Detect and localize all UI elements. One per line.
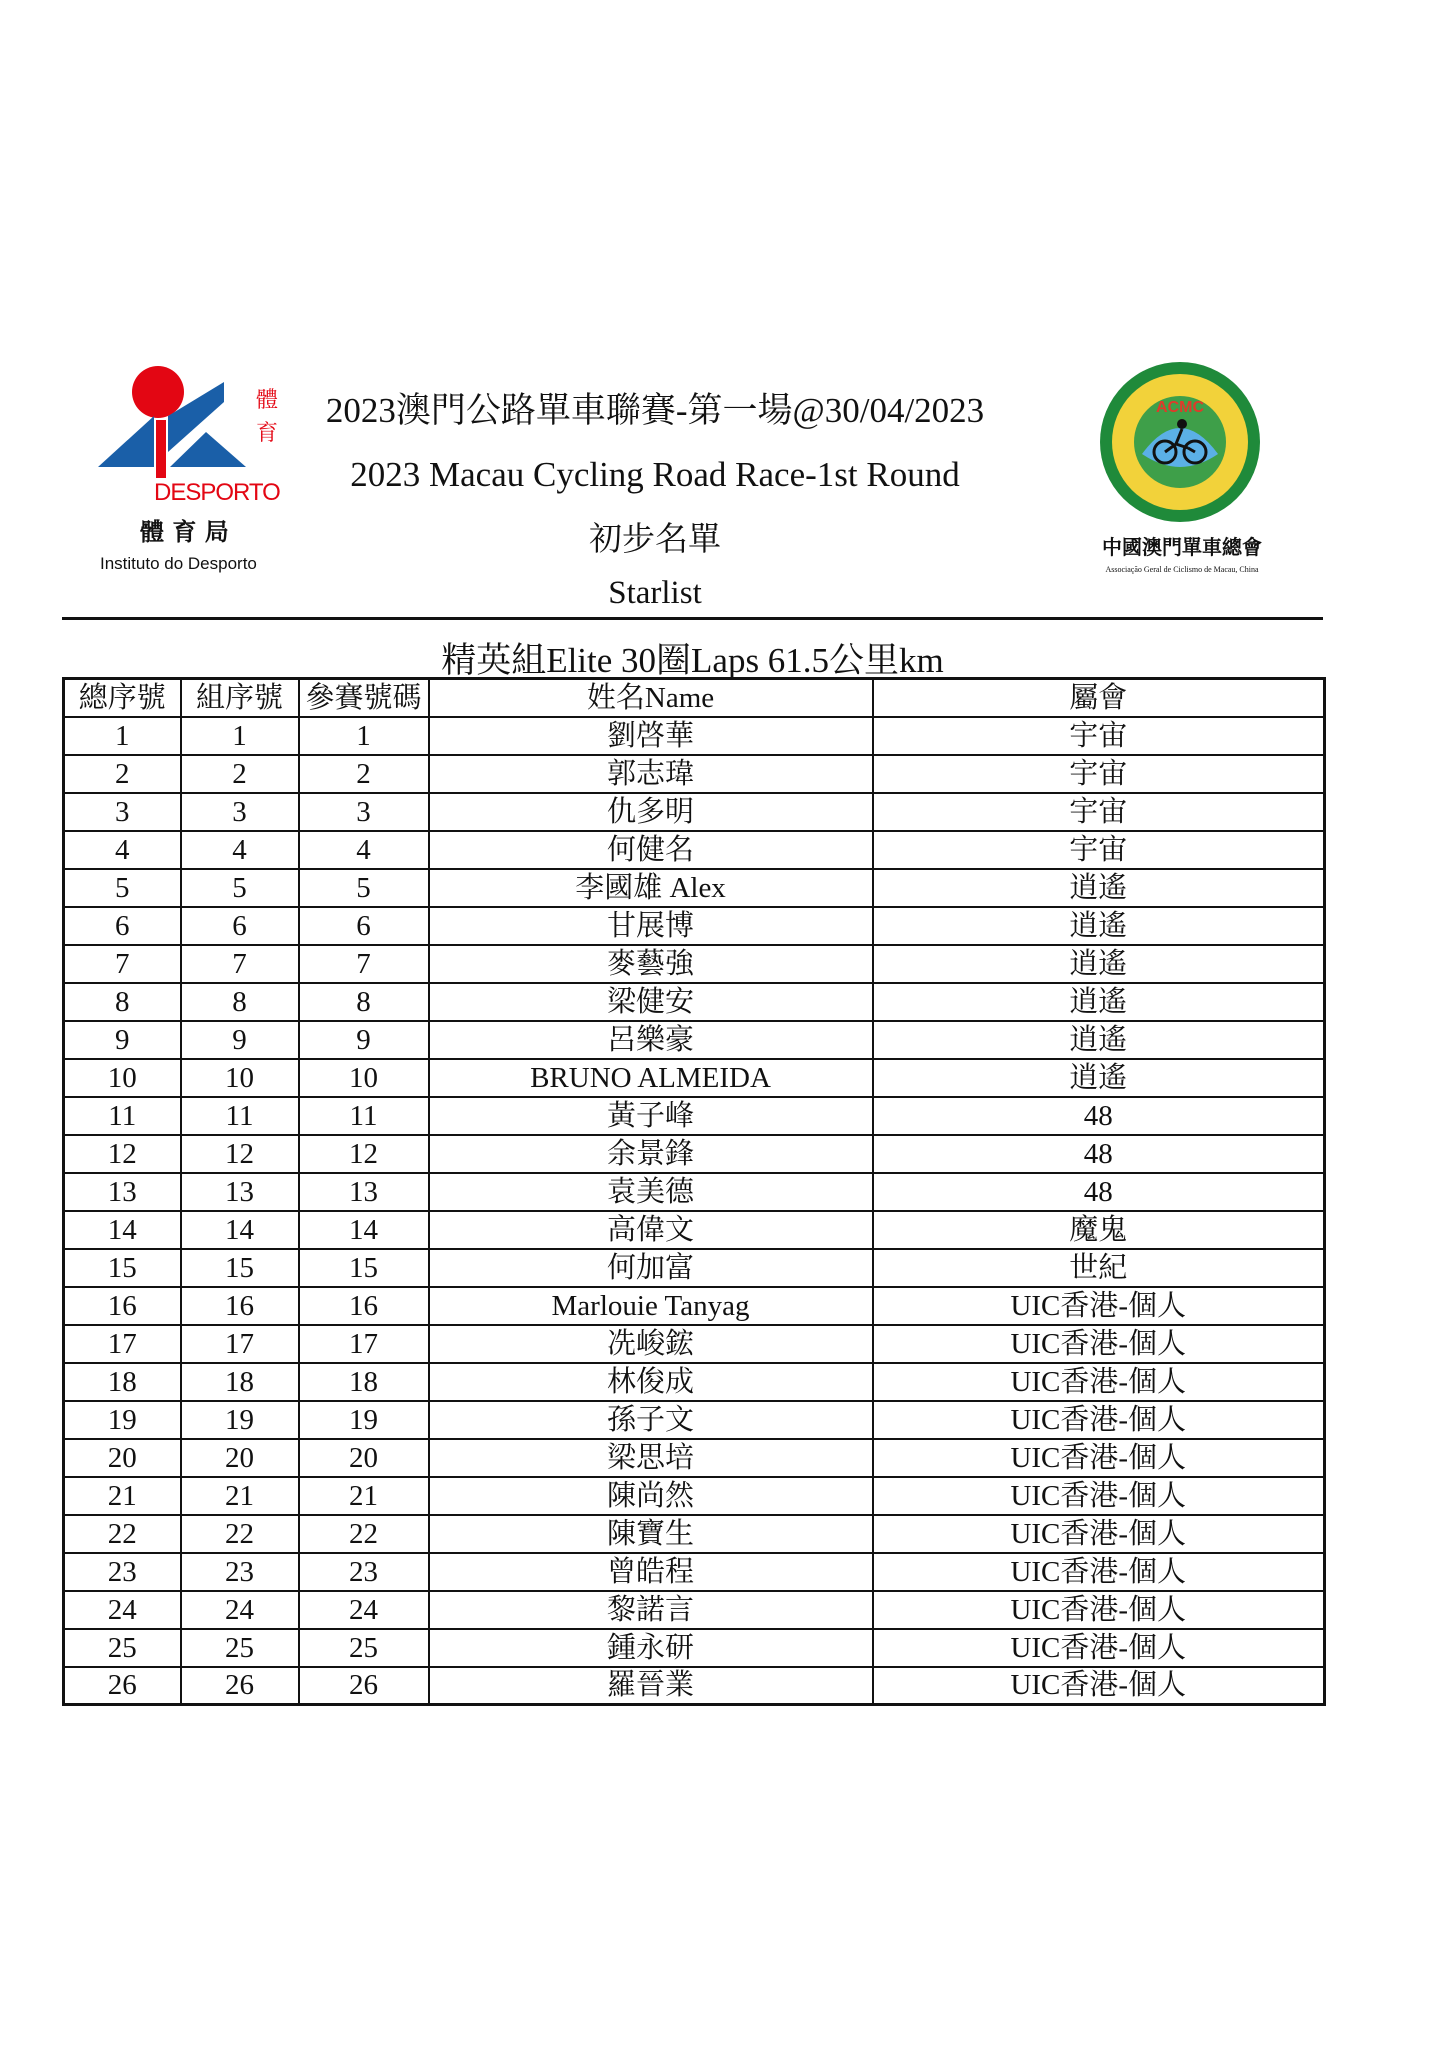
- club-cell: 魔鬼: [873, 1211, 1325, 1249]
- overall-no-cell: 1: [64, 717, 181, 755]
- preliminary-list-title-zh: 初步名單: [589, 522, 721, 558]
- table-row: [64, 1439, 1325, 1477]
- name-cell: 鍾永研: [429, 1629, 873, 1667]
- overall-no-cell: 17: [64, 1325, 181, 1363]
- group-no-cell: 2: [181, 755, 299, 793]
- group-no-cell: 3: [181, 793, 299, 831]
- table-row: [64, 1135, 1325, 1173]
- category-title: 精英組Elite 30圈Laps 61.5公里km: [441, 641, 944, 680]
- club-cell: UIC香港-個人: [873, 1553, 1325, 1591]
- name-cell: 李國雄 Alex: [429, 869, 873, 907]
- name-cell: 呂樂豪: [429, 1021, 873, 1059]
- overall-no-cell: 14: [64, 1211, 181, 1249]
- table-row: [64, 1553, 1325, 1591]
- group-no-cell: 20: [181, 1439, 299, 1477]
- club-cell: 48: [873, 1173, 1325, 1211]
- name-cell: 甘展博: [429, 907, 873, 945]
- name-cell: 郭志瑋: [429, 755, 873, 793]
- table-row: [64, 1363, 1325, 1401]
- bib-no-cell: 15: [299, 1249, 429, 1287]
- acmc-name-pt: Associação Geral de Ciclismo de Macau, China: [1105, 565, 1259, 574]
- group-no-cell: 17: [181, 1325, 299, 1363]
- club-cell: 逍遙: [873, 869, 1325, 907]
- club-cell: 48: [873, 1097, 1325, 1135]
- name-cell: 何健名: [429, 831, 873, 869]
- club-cell: UIC香港-個人: [873, 1591, 1325, 1629]
- name-cell: 林俊成: [429, 1363, 873, 1401]
- logo-char-top: 體: [256, 388, 279, 413]
- club-cell: 逍遙: [873, 907, 1325, 945]
- group-no-cell: 10: [181, 1059, 299, 1097]
- column-header-name: 姓名Name: [429, 679, 873, 717]
- group-no-cell: 23: [181, 1553, 299, 1591]
- name-cell: 高偉文: [429, 1211, 873, 1249]
- name-cell: 劉啓華: [429, 717, 873, 755]
- name-cell: 仇多明: [429, 793, 873, 831]
- bib-no-cell: 19: [299, 1401, 429, 1439]
- group-no-cell: 13: [181, 1173, 299, 1211]
- group-no-cell: 25: [181, 1629, 299, 1667]
- bib-no-cell: 5: [299, 869, 429, 907]
- table-row: [64, 755, 1325, 793]
- bib-no-cell: 10: [299, 1059, 429, 1097]
- club-cell: UIC香港-個人: [873, 1477, 1325, 1515]
- table-header-row: [64, 679, 1325, 717]
- overall-no-cell: 6: [64, 907, 181, 945]
- overall-no-cell: 16: [64, 1287, 181, 1325]
- club-cell: 逍遙: [873, 1059, 1325, 1097]
- table-row: [64, 983, 1325, 1021]
- column-header-bib-no: 參賽號碼: [299, 679, 429, 717]
- overall-no-cell: 26: [64, 1667, 181, 1705]
- group-no-cell: 22: [181, 1515, 299, 1553]
- logo-red-sun: [132, 366, 184, 418]
- bib-no-cell: 1: [299, 717, 429, 755]
- table-row: [64, 1667, 1325, 1705]
- bib-no-cell: 13: [299, 1173, 429, 1211]
- overall-no-cell: 11: [64, 1097, 181, 1135]
- overall-no-cell: 23: [64, 1553, 181, 1591]
- column-header-overall-no: 總序號: [64, 679, 181, 717]
- club-cell: 48: [873, 1135, 1325, 1173]
- overall-no-cell: 15: [64, 1249, 181, 1287]
- bib-no-cell: 16: [299, 1287, 429, 1325]
- table-row: [64, 717, 1325, 755]
- overall-no-cell: 7: [64, 945, 181, 983]
- name-cell: 黎諾言: [429, 1591, 873, 1629]
- group-no-cell: 6: [181, 907, 299, 945]
- bib-no-cell: 12: [299, 1135, 429, 1173]
- table-row: [64, 831, 1325, 869]
- overall-no-cell: 21: [64, 1477, 181, 1515]
- name-cell: 羅晉業: [429, 1667, 873, 1705]
- name-cell: 陳寶生: [429, 1515, 873, 1553]
- club-cell: UIC香港-個人: [873, 1287, 1325, 1325]
- bib-no-cell: 9: [299, 1021, 429, 1059]
- group-no-cell: 21: [181, 1477, 299, 1515]
- name-cell: 孫子文: [429, 1401, 873, 1439]
- bib-no-cell: 22: [299, 1515, 429, 1553]
- name-cell: 冼峻鋐: [429, 1325, 873, 1363]
- table-row: [64, 1287, 1325, 1325]
- instituto-do-desporto-logo: [96, 362, 296, 582]
- club-cell: UIC香港-個人: [873, 1629, 1325, 1667]
- table-row: [64, 1477, 1325, 1515]
- overall-no-cell: 22: [64, 1515, 181, 1553]
- bib-no-cell: 21: [299, 1477, 429, 1515]
- table-row: [64, 907, 1325, 945]
- starlist-title-en: Starlist: [608, 575, 702, 611]
- table-body: [64, 717, 1325, 1705]
- name-cell: 余景鋒: [429, 1135, 873, 1173]
- club-cell: UIC香港-個人: [873, 1325, 1325, 1363]
- acmc-acronym: ACMC: [1156, 399, 1204, 416]
- group-no-cell: 18: [181, 1363, 299, 1401]
- club-cell: 宇宙: [873, 831, 1325, 869]
- bib-no-cell: 14: [299, 1211, 429, 1249]
- table-row: [64, 945, 1325, 983]
- table-row: [64, 1515, 1325, 1553]
- bib-no-cell: 11: [299, 1097, 429, 1135]
- overall-no-cell: 8: [64, 983, 181, 1021]
- bib-no-cell: 4: [299, 831, 429, 869]
- club-cell: UIC香港-個人: [873, 1439, 1325, 1477]
- bib-no-cell: 18: [299, 1363, 429, 1401]
- club-cell: UIC香港-個人: [873, 1515, 1325, 1553]
- logo-char-bottom: 育: [256, 421, 279, 446]
- bib-no-cell: 24: [299, 1591, 429, 1629]
- bib-no-cell: 7: [299, 945, 429, 983]
- table-row: [64, 1401, 1325, 1439]
- name-cell: 黃子峰: [429, 1097, 873, 1135]
- table-row: [64, 1059, 1325, 1097]
- column-header-group-no: 組序號: [181, 679, 299, 717]
- overall-no-cell: 24: [64, 1591, 181, 1629]
- acmc-logo: [1090, 362, 1290, 577]
- overall-no-cell: 9: [64, 1021, 181, 1059]
- starlist-table: [62, 677, 1326, 1706]
- acmc-cyclist-head: [1177, 419, 1187, 429]
- name-cell: BRUNO ALMEIDA: [429, 1059, 873, 1097]
- table-row: [64, 1211, 1325, 1249]
- group-no-cell: 15: [181, 1249, 299, 1287]
- bib-no-cell: 2: [299, 755, 429, 793]
- bib-no-cell: 26: [299, 1667, 429, 1705]
- table-row: [64, 1097, 1325, 1135]
- name-cell: 袁美德: [429, 1173, 873, 1211]
- name-cell: 陳尚然: [429, 1477, 873, 1515]
- bib-no-cell: 3: [299, 793, 429, 831]
- overall-no-cell: 13: [64, 1173, 181, 1211]
- name-cell: Marlouie Tanyag: [429, 1287, 873, 1325]
- group-no-cell: 1: [181, 717, 299, 755]
- overall-no-cell: 10: [64, 1059, 181, 1097]
- header-divider: [62, 617, 1323, 620]
- acmc-name-zh: 中國澳門單車總會: [1102, 535, 1262, 559]
- overall-no-cell: 5: [64, 869, 181, 907]
- overall-no-cell: 25: [64, 1629, 181, 1667]
- logo-blue-left-triangle: [98, 416, 154, 467]
- group-no-cell: 14: [181, 1211, 299, 1249]
- overall-no-cell: 19: [64, 1401, 181, 1439]
- table-row: [64, 1173, 1325, 1211]
- overall-no-cell: 20: [64, 1439, 181, 1477]
- logo-name-pt: Instituto do Desporto: [100, 554, 257, 573]
- group-no-cell: 16: [181, 1287, 299, 1325]
- group-no-cell: 5: [181, 869, 299, 907]
- bib-no-cell: 17: [299, 1325, 429, 1363]
- overall-no-cell: 3: [64, 793, 181, 831]
- group-no-cell: 12: [181, 1135, 299, 1173]
- group-no-cell: 7: [181, 945, 299, 983]
- overall-no-cell: 18: [64, 1363, 181, 1401]
- overall-no-cell: 12: [64, 1135, 181, 1173]
- group-no-cell: 8: [181, 983, 299, 1021]
- table-row: [64, 1325, 1325, 1363]
- table-row: [64, 1249, 1325, 1287]
- name-cell: 曾皓程: [429, 1553, 873, 1591]
- logo-name-zh: 體 育 局: [140, 518, 229, 546]
- name-cell: 梁思培: [429, 1439, 873, 1477]
- table-row: [64, 793, 1325, 831]
- club-cell: 宇宙: [873, 755, 1325, 793]
- overall-no-cell: 2: [64, 755, 181, 793]
- table-row: [64, 1591, 1325, 1629]
- logo-red-stem: [156, 420, 166, 478]
- bib-no-cell: 25: [299, 1629, 429, 1667]
- club-cell: 宇宙: [873, 793, 1325, 831]
- group-no-cell: 26: [181, 1667, 299, 1705]
- group-no-cell: 11: [181, 1097, 299, 1135]
- group-no-cell: 24: [181, 1591, 299, 1629]
- event-title-zh: 2023澳門公路單車聯賽-第一場@30/04/2023: [325, 391, 985, 430]
- logo-brand: DESPORTO: [154, 479, 280, 506]
- club-cell: UIC香港-個人: [873, 1401, 1325, 1439]
- bib-no-cell: 6: [299, 907, 429, 945]
- club-cell: 宇宙: [873, 717, 1325, 755]
- club-cell: UIC香港-個人: [873, 1363, 1325, 1401]
- name-cell: 何加富: [429, 1249, 873, 1287]
- column-header-club: 屬會: [873, 679, 1325, 717]
- club-cell: 逍遙: [873, 1021, 1325, 1059]
- table-row: [64, 869, 1325, 907]
- name-cell: 梁健安: [429, 983, 873, 1021]
- event-title-en: 2023 Macau Cycling Road Race-1st Round: [350, 455, 960, 494]
- club-cell: UIC香港-個人: [873, 1667, 1325, 1705]
- bib-no-cell: 23: [299, 1553, 429, 1591]
- bib-no-cell: 8: [299, 983, 429, 1021]
- table-row: [64, 1021, 1325, 1059]
- club-cell: 逍遙: [873, 945, 1325, 983]
- overall-no-cell: 4: [64, 831, 181, 869]
- club-cell: 逍遙: [873, 983, 1325, 1021]
- club-cell: 世紀: [873, 1249, 1325, 1287]
- group-no-cell: 19: [181, 1401, 299, 1439]
- group-no-cell: 9: [181, 1021, 299, 1059]
- name-cell: 麥藝強: [429, 945, 873, 983]
- group-no-cell: 4: [181, 831, 299, 869]
- bib-no-cell: 20: [299, 1439, 429, 1477]
- table-row: [64, 1629, 1325, 1667]
